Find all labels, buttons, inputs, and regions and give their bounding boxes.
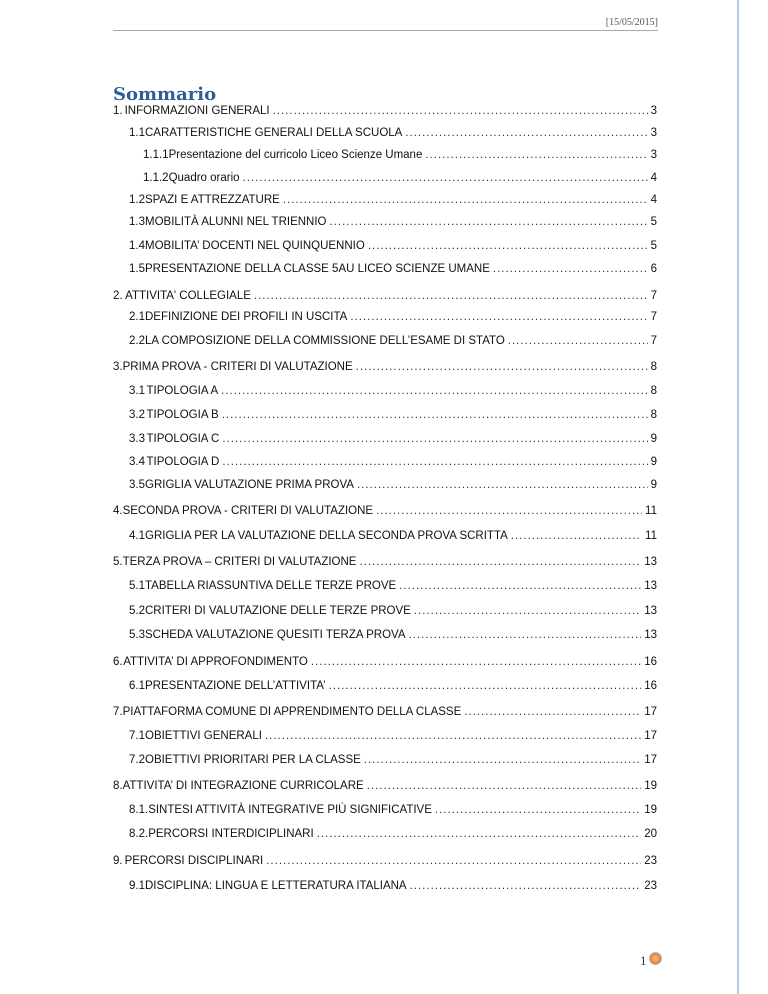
- toc-entry[interactable]: [143, 172, 657, 192]
- toc-entry[interactable]: [129, 580, 657, 600]
- toc-entry[interactable]: [129, 409, 657, 429]
- toc-entry-number: 8.1.: [129, 804, 149, 816]
- toc-entry-title: TABELLA RIASSUNTIVA DELLE TERZE PROVE: [145, 580, 397, 592]
- toc-entry-title: ATTIVITA’ DI APPROFONDIMENTO: [123, 656, 308, 668]
- toc-dot-leader: [283, 194, 648, 206]
- toc-entry-number: 9.: [113, 855, 123, 867]
- toc-entry-title: ATTIVITA’ DI INTEGRAZIONE CURRICOLARE: [122, 780, 364, 792]
- toc-entry-title: TIPOLOGIA D: [146, 456, 220, 468]
- toc-entry-number: 1.1.1: [143, 149, 169, 161]
- header-date: [15/05/2015]: [605, 17, 658, 28]
- toc-entry[interactable]: [113, 780, 657, 800]
- toc-entry-page: 3: [650, 105, 657, 117]
- toc-entry-page: 17: [644, 754, 657, 766]
- toc-dot-leader: [409, 629, 642, 641]
- toc-entry-title: PIATTAFORMA COMUNE DI APPRENDIMENTO DELLA CLASSE: [122, 706, 462, 718]
- toc-entry[interactable]: [129, 433, 657, 453]
- toc-entry-number: 3.2: [129, 409, 145, 421]
- toc-dot-leader: [364, 754, 641, 766]
- toc-entry-number: 1.2: [129, 194, 145, 206]
- toc-entry[interactable]: [129, 385, 657, 405]
- toc-entry-page: 5: [650, 240, 657, 252]
- toc-entry-title: SECONDA PROVA - CRITERI DI VALUTAZIONE: [122, 505, 374, 517]
- toc-dot-leader: [410, 880, 642, 892]
- toc-dot-leader: [425, 149, 647, 161]
- toc-entry[interactable]: [113, 656, 657, 676]
- toc-entry[interactable]: [129, 456, 657, 476]
- toc-entry-page: 9: [650, 433, 657, 445]
- toc-entry-title: OBIETTIVI GENERALI: [145, 730, 262, 742]
- toc-entry[interactable]: [129, 754, 657, 774]
- toc-entry-title: SPAZI E ATTREZZATURE: [145, 194, 280, 206]
- toc-dot-leader: [511, 530, 642, 542]
- toc-entry-number: 1.3: [129, 216, 145, 228]
- toc-entry-number: 4.1: [129, 530, 145, 542]
- toc-entry[interactable]: [129, 335, 657, 355]
- toc-entry-title: SINTESI ATTIVITÀ INTEGRATIVE PIÙ SIGNIFICATIVE: [148, 804, 432, 816]
- toc-entry-page: 3: [650, 127, 657, 139]
- toc-entry-title: SCHEDA VALUTAZIONE QUESITI TERZA PROVA: [145, 629, 406, 641]
- toc-entry-page: 9: [650, 479, 657, 491]
- toc-dot-leader: [399, 580, 641, 592]
- toc-entry-title: CRITERI DI VALUTAZIONE DELLE TERZE PROVE: [145, 605, 411, 617]
- toc-entry-title: TIPOLOGIA C: [146, 433, 220, 445]
- toc-entry-number: 5.: [113, 556, 123, 568]
- toc-entry-title: MOBILITÀ ALUNNI NEL TRIENNIO: [145, 216, 327, 228]
- toc-entry-number: 7.: [113, 706, 123, 718]
- toc-entry-page: 13: [644, 580, 657, 592]
- toc-entry-number: 5.2: [129, 605, 145, 617]
- toc-entry-page: 7: [650, 335, 657, 347]
- header-rule: [113, 30, 658, 31]
- toc-entry-number: 6.1: [129, 680, 145, 692]
- toc-entry-page: 11: [645, 505, 657, 517]
- toc-entry[interactable]: [129, 311, 657, 331]
- toc-dot-leader: [414, 605, 641, 617]
- toc-entry[interactable]: [129, 629, 657, 649]
- toc-entry-title: PRESENTAZIONE DELL’ATTIVITA’: [145, 680, 326, 692]
- toc-entry[interactable]: [129, 216, 657, 236]
- toc-entry-number: 2.1: [129, 311, 145, 323]
- toc-entry-page: 17: [644, 730, 657, 742]
- page-right-border: [737, 0, 739, 994]
- toc-entry[interactable]: [129, 479, 657, 499]
- toc-dot-leader: [222, 433, 647, 445]
- toc-entry-page: 19: [644, 780, 657, 792]
- toc-entry[interactable]: [113, 855, 657, 875]
- toc-dot-leader: [311, 656, 641, 668]
- toc-dot-leader: [464, 706, 641, 718]
- toc-entry-title: PERCORSI DISCIPLINARI: [124, 855, 264, 867]
- toc-entry-number: 3.: [113, 361, 123, 373]
- toc-entry-number: 5.1: [129, 580, 145, 592]
- toc-entry-title: LA COMPOSIZIONE DELLA COMMISSIONE DELL’ESAME DI STATO: [145, 335, 505, 347]
- toc-dot-leader: [356, 361, 648, 373]
- toc-entry[interactable]: [129, 240, 657, 260]
- toc-entry-page: 16: [644, 680, 657, 692]
- toc-entry-title: CARATTERISTICHE GENERALI DELLA SCUOLA: [145, 127, 403, 139]
- toc-entry-title: TIPOLOGIA B: [146, 409, 219, 421]
- toc-entry[interactable]: [129, 530, 657, 550]
- toc-entry-title: OBIETTIVI PRIORITARI PER LA CLASSE: [145, 754, 361, 766]
- toc-entry-title: DISCIPLINA: LINGUA E LETTERATURA ITALIANA: [145, 880, 407, 892]
- toc-entry-title: PRESENTAZIONE DELLA CLASSE 5AU LICEO SCIENZE UMANE: [145, 263, 490, 275]
- toc-entry-number: 4.: [113, 505, 123, 517]
- toc-dot-leader: [273, 105, 648, 117]
- toc-entry-page: 11: [645, 530, 657, 542]
- toc-entry-page: 9: [650, 456, 657, 468]
- toc-entry-number: 7.1: [129, 730, 145, 742]
- toc-entry-number: 8.: [113, 780, 123, 792]
- toc-entry-number: 6.: [113, 656, 123, 668]
- toc-dot-leader: [266, 855, 641, 867]
- toc-entry-page: 7: [650, 290, 657, 302]
- toc-dot-leader: [493, 263, 648, 275]
- toc-entry-title: INFORMAZIONI GENERALI: [124, 105, 270, 117]
- toc-entry-number: 8.2.: [129, 828, 149, 840]
- toc-entry-number: 1.4: [129, 240, 145, 252]
- toc-entry-number: 9.1: [129, 880, 145, 892]
- toc-entry-number: 5.3: [129, 629, 145, 641]
- toc-entry-title: ATTIVITA' COLLEGIALE: [125, 290, 251, 302]
- toc-dot-leader: [221, 385, 647, 397]
- toc-entry[interactable]: [113, 290, 657, 310]
- toc-entry[interactable]: [129, 880, 657, 900]
- toc-entry[interactable]: [129, 730, 657, 750]
- toc-title: Sommario: [113, 84, 217, 105]
- toc-entry[interactable]: [129, 828, 657, 848]
- toc-entry[interactable]: [113, 706, 657, 726]
- toc-entry-page: 3: [650, 149, 657, 161]
- toc-dot-leader: [243, 172, 648, 184]
- toc-entry[interactable]: [129, 194, 657, 214]
- toc-entry[interactable]: [129, 804, 657, 824]
- toc-entry-number: 2.2: [129, 335, 145, 347]
- toc-entry-number: 7.2: [129, 754, 145, 766]
- toc-entry[interactable]: [113, 105, 657, 125]
- toc-dot-leader: [265, 730, 641, 742]
- toc-entry-page: 8: [650, 409, 657, 421]
- toc-entry-page: 20: [644, 828, 657, 840]
- toc-entry-page: 23: [644, 880, 657, 892]
- toc-entry-title: Quadro orario: [168, 172, 240, 184]
- toc-entry[interactable]: [129, 680, 657, 700]
- toc-dot-leader: [405, 127, 647, 139]
- toc-entry[interactable]: [129, 127, 657, 147]
- toc-entry-title: PRIMA PROVA - CRITERI DI VALUTAZIONE: [122, 361, 353, 373]
- toc-entry-page: 8: [650, 361, 657, 373]
- toc-entry-title: TERZA PROVA – CRITERI DI VALUTAZIONE: [122, 556, 357, 568]
- toc-entry-page: 5: [650, 216, 657, 228]
- toc-entry-page: 16: [644, 656, 657, 668]
- toc-entry-title: TIPOLOGIA A: [146, 385, 219, 397]
- toc-entry-page: 23: [644, 855, 657, 867]
- toc-dot-leader: [367, 780, 642, 792]
- page-ornament-icon: [649, 952, 662, 965]
- toc-dot-leader: [359, 556, 641, 568]
- toc-entry-page: 13: [644, 629, 657, 641]
- toc-entry[interactable]: [113, 556, 657, 576]
- toc-entry[interactable]: [129, 263, 657, 283]
- toc-dot-leader: [222, 409, 648, 421]
- toc-entry-number: 3.4: [129, 456, 145, 468]
- toc-entry-page: 4: [650, 194, 657, 206]
- toc-entry-number: 3.1: [129, 385, 145, 397]
- toc-entry-page: 6: [650, 263, 657, 275]
- toc-dot-leader: [254, 290, 648, 302]
- toc-dot-leader: [350, 311, 647, 323]
- toc-dot-leader: [368, 240, 648, 252]
- toc-entry-page: 4: [650, 172, 657, 184]
- toc-entry-number: 1.1: [129, 127, 145, 139]
- toc-entry-title: DEFINIZIONE DEI PROFILI IN USCITA: [145, 311, 348, 323]
- toc-entry-page: 13: [644, 556, 657, 568]
- toc-dot-leader: [508, 335, 648, 347]
- toc-dot-leader: [329, 216, 647, 228]
- page-number: 1: [640, 953, 647, 968]
- toc-entry-number: 3.3: [129, 433, 145, 445]
- toc-dot-leader: [435, 804, 641, 816]
- toc-dot-leader: [376, 505, 642, 517]
- toc-entry[interactable]: [113, 505, 657, 525]
- toc-entry-number: 1.5: [129, 263, 145, 275]
- toc-dot-leader: [222, 456, 647, 468]
- toc-dot-leader: [329, 680, 642, 692]
- toc-entry-number: 1.: [113, 105, 123, 117]
- toc-entry-title: GRIGLIA VALUTAZIONE PRIMA PROVA: [145, 479, 354, 491]
- toc-entry-title: PERCORSI INTERDICIPLINARI: [148, 828, 314, 840]
- toc-entry-page: 13: [644, 605, 657, 617]
- toc-dot-leader: [357, 479, 648, 491]
- toc-entry-page: 19: [644, 804, 657, 816]
- toc-entry[interactable]: [129, 605, 657, 625]
- toc-entry-page: 7: [650, 311, 657, 323]
- toc-dot-leader: [317, 828, 642, 840]
- toc-entry-title: Presentazione del curricolo Liceo Scienze Umane: [168, 149, 423, 161]
- toc-entry[interactable]: [143, 149, 657, 169]
- toc-entry-title: GRIGLIA PER LA VALUTAZIONE DELLA SECONDA PROVA SCRITTA: [145, 530, 508, 542]
- toc-entry[interactable]: [113, 361, 657, 381]
- toc-entry-page: 8: [650, 385, 657, 397]
- toc-entry-number: 2.: [113, 290, 123, 302]
- toc-entry-number: 3.5: [129, 479, 145, 491]
- toc-entry-number: 1.1.2: [143, 172, 169, 184]
- toc-entry-title: MOBILITA’ DOCENTI NEL QUINQUENNIO: [145, 240, 365, 252]
- toc-entry-page: 17: [644, 706, 657, 718]
